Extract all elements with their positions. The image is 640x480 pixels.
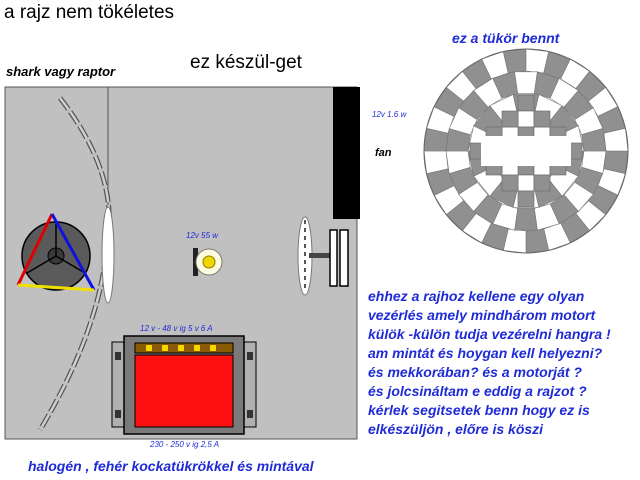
mirror-square-tile — [502, 175, 518, 191]
question-line: és mekkorában? és a motorját ? — [368, 364, 582, 380]
lamp-power-label: 12v 55 w — [186, 231, 219, 240]
device-name-label: shark vagy raptor — [6, 64, 116, 79]
question-text — [368, 287, 640, 439]
mirror-square-tile — [534, 111, 550, 127]
mirror-tile — [515, 208, 538, 230]
mirror-square-tile — [518, 191, 534, 207]
caption: halogén , fehér kockatükrökkel és mintával — [28, 458, 314, 474]
mirror-square-tile — [502, 111, 518, 127]
mirror-square-tile — [518, 175, 534, 191]
page-title: a rajz nem tökéletes — [4, 2, 175, 23]
mirror-tile — [515, 72, 538, 94]
mirror-square-tile — [518, 95, 534, 111]
transformer — [112, 336, 256, 434]
transformer-output-label: 12 v - 48 v ig 5 v 6 A — [140, 324, 213, 333]
transformer-input-label: 230 - 250 v ig 2,5 A — [150, 440, 220, 449]
status-label: ez készül-get — [190, 52, 302, 73]
question-line: kérlek segitsetek benn hogy ez is — [368, 402, 590, 418]
mirror-pattern — [421, 46, 631, 256]
fan-housing — [333, 87, 360, 219]
fan-power-label: 12v 1.6 w — [372, 110, 407, 119]
question-line: vezérlés amely mindhárom motort — [368, 307, 596, 323]
mirror-square-tile — [518, 111, 534, 127]
question-line: és jolcsináltam e eddig a rajzot ? — [368, 383, 587, 399]
question-line: ehhez a rajhoz kellene egy olyan — [368, 288, 585, 304]
mirror-square-tile — [534, 175, 550, 191]
lens — [102, 207, 114, 303]
question-line: külök -külön tudja vezérelni hangra ! — [368, 326, 611, 342]
question-line: am mintát és hoygan kell helyezni? — [368, 345, 603, 361]
mirror-center-grid — [481, 136, 571, 166]
mirror-title: ez a tükör bennt — [452, 30, 560, 46]
question-line: elkészüljön , előre is köszi — [368, 421, 544, 437]
halogen-lamp — [193, 248, 222, 276]
fan-label: fan — [375, 147, 392, 159]
